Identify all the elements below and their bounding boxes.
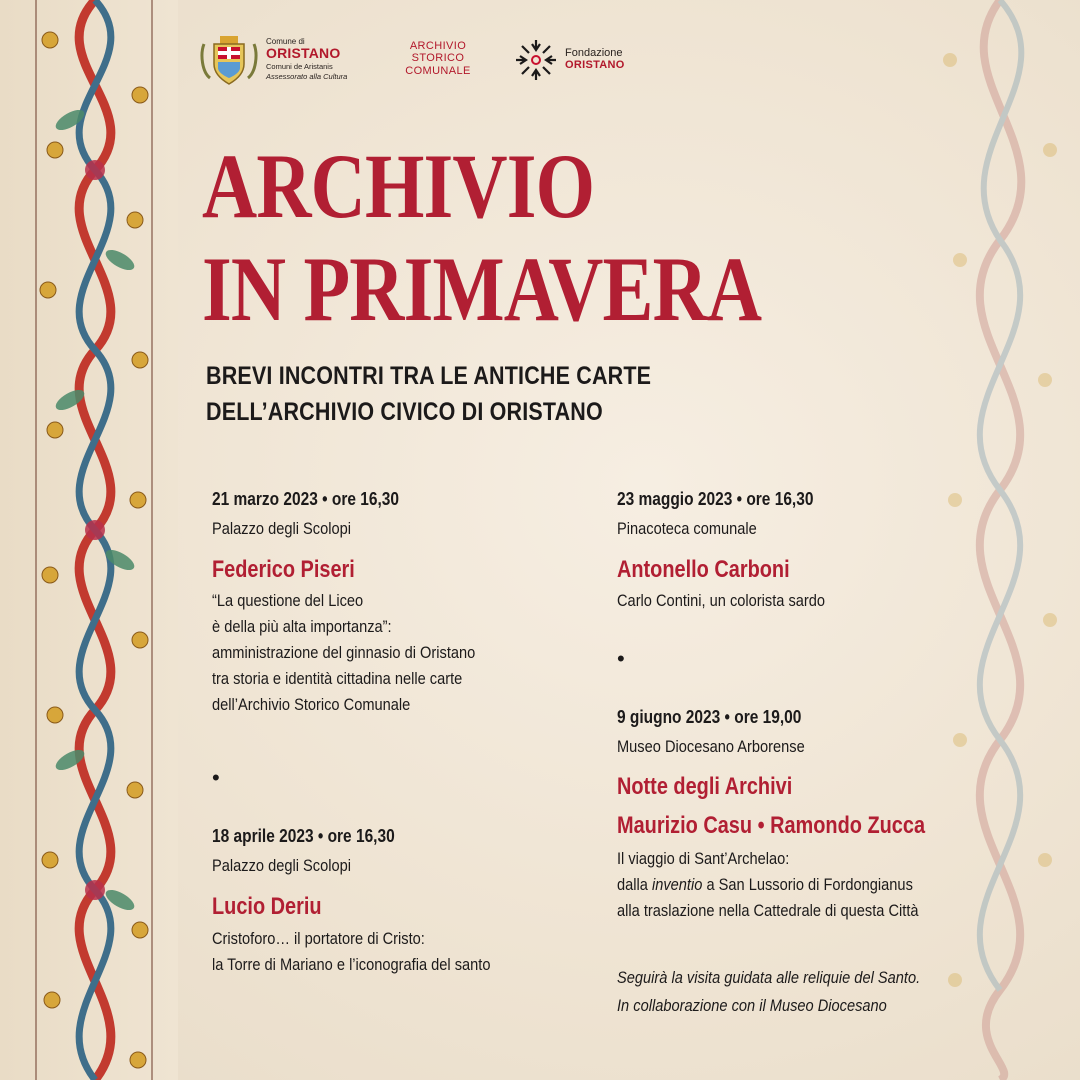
archivio-storico-logo: [398, 40, 478, 77]
fondazione-name: ORISTANO: [565, 59, 625, 71]
desc-italic: inventio: [651, 875, 703, 894]
main-title-line1: ARCHIVIO: [202, 135, 595, 237]
event-description-line: Carlo Contini, un colorista sardo: [617, 591, 826, 610]
archivio-logo-line2: STORICO: [411, 52, 465, 65]
event-date: 18 aprile 2023 • ore 16,30: [212, 826, 395, 846]
event-place: Palazzo degli Scolopi: [212, 856, 351, 875]
subtitle-line1: BREVI INCONTRI TRA LE ANTICHE CARTE: [206, 362, 652, 390]
event-description-line: Il viaggio di Sant’Archelao:: [617, 849, 790, 868]
comune-subtitle: Comuni de Aristanis: [266, 62, 333, 71]
archivio-logo-line3: COMUNALE: [405, 64, 471, 77]
event-description: [212, 926, 490, 978]
event-description-line: la Torre di Mariano e l’iconografia del santo: [212, 955, 491, 974]
comune-name: ORISTANO: [266, 45, 341, 61]
event-note: In collaborazione con il Museo Diocesano: [617, 996, 887, 1015]
event-description-line: [617, 872, 919, 898]
event-description-line: “La questione del Liceo: [212, 591, 364, 610]
desc-text: a San Lussorio di Fordongianus: [706, 875, 913, 894]
event-description-line: amministrazione del ginnasio di Oristano: [212, 643, 476, 662]
event-date: 9 giugno 2023 • ore 19,00: [617, 707, 802, 727]
event-note: Seguirà la visita guidata alle reliquie del Santo.: [617, 968, 921, 987]
comune-assessorato: Assessorato alla Cultura: [266, 72, 348, 81]
separator-bullet: •: [212, 765, 220, 790]
event-date: 23 maggio 2023 • ore 16,30: [617, 489, 814, 509]
event-description-line: alla traslazione nella Cattedrale di questa Città: [617, 901, 919, 920]
event-speaker: Federico Piseri: [212, 556, 355, 583]
fondazione-star-icon: [512, 36, 560, 84]
desc-text: dalla: [617, 875, 648, 894]
separator-bullet: •: [617, 646, 625, 671]
event-title: Notte degli Archivi: [617, 773, 793, 800]
event-place: Museo Diocesano Arborense: [617, 737, 805, 756]
illuminated-border-left: [0, 0, 178, 1080]
event-description: [617, 846, 919, 924]
event-speaker: Antonello Carboni: [617, 556, 790, 583]
event-description: [617, 588, 825, 614]
event-date: 21 marzo 2023 • ore 16,30: [212, 489, 400, 509]
event-description-line: è della più alta importanza”:: [212, 617, 392, 636]
event-speaker: Lucio Deriu: [212, 893, 322, 920]
event-place: Palazzo degli Scolopi: [212, 519, 351, 538]
event-speakers: Maurizio Casu • Ramondo Zucca: [617, 812, 926, 839]
main-title-line2: IN PRIMAVERA: [202, 238, 762, 340]
subtitle-line2: DELL’ARCHIVIO CIVICO DI ORISTANO: [206, 398, 603, 426]
event-place: Pinacoteca comunale: [617, 519, 757, 538]
event-description-line: tra storia e identità cittadina nelle carte: [212, 669, 463, 688]
fondazione-label: Fondazione: [565, 47, 623, 59]
event-description: [212, 588, 475, 718]
archivio-logo-line1: ARCHIVIO: [409, 40, 467, 52]
event-description-line: dell’Archivio Storico Comunale: [212, 695, 411, 714]
event-description-line: Cristoforo… il portatore di Cristo:: [212, 929, 425, 948]
comune-crest-icon: [198, 34, 260, 86]
comune-di-label: Comune di: [266, 37, 305, 46]
